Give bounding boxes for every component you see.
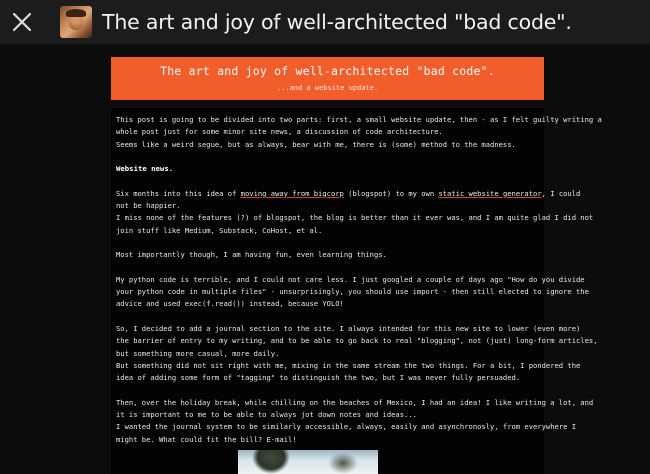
journal-paragraph: So, I decided to add a journal section to the site. I always intended for this new site to lower (even more) the barrier of entry to my writing, and to be able to go back to real "blogging", not (just) long-form articles, but something more casual, more daily. But something did not sit right with me, mixing in the same stream the two things. For a bit, I pondered the idea of adding some form of "tagging" to distinguish the two, but I was never fully persuaded. <box>116 324 598 383</box>
palm-tree-shape <box>252 450 290 474</box>
beach-photo <box>238 450 378 474</box>
static-site-generator-link[interactable]: static website generator <box>438 188 542 198</box>
fun-paragraph: Most importantly though, I am having fun, even learning things. <box>116 250 387 260</box>
close-icon <box>11 11 33 33</box>
author-avatar <box>60 6 92 38</box>
bigcorp-link[interactable]: moving away from bigcorp <box>240 188 344 198</box>
email-idea-paragraph: Then, over the holiday break, while chilling on the beaches of Mexico, I had an idea! I like writing a lot, and it is important to me to be able to always jot down notes and ideas... I wanted the journal system to be similarly accessible, always, easily and asynchronosly, from everywhere I might be. What could fit the bill? E-mail! <box>116 397 594 444</box>
intro-paragraph: This post is going to be divided into two parts: first, a small website update, then - as I felt guilty writing a whole post just for some minor site news, a discussion of code architecture. Seems like a weird segue, but as always, bear with me, there is (some) method to the madness. <box>116 115 602 149</box>
python-paragraph: My python code is terrible, and I could not care less. I just googled a couple of days ago "How do you divide your python code in multiple files" - unsurprisingly, you should use import - then still elected to ignore the advice and used exec(f.read()) instead, because YOLO! <box>116 274 589 309</box>
post-header-banner <box>111 57 544 100</box>
section-heading: Website news. <box>116 164 174 174</box>
close-button[interactable] <box>0 0 44 44</box>
post-subtitle: ...and a website update. <box>276 84 379 92</box>
window-title: The art and joy of well-architected "bad code". <box>102 10 572 34</box>
palm-tree-shape <box>328 452 358 474</box>
article-page[interactable] <box>0 44 650 474</box>
post-body <box>111 108 602 474</box>
title-bar <box>0 0 650 44</box>
website-news-paragraph: Six months into this idea of moving away from bigcorp (blogspot) to my own static website generator, I could not be happier. I miss none of the features (?) of blogspot, the blog is better than it ever was, and I am quite glad I did not join stuff like Medium, Substack, CoHost, et al. <box>116 188 594 235</box>
post-title: The art and joy of well-architected "bad code". <box>160 64 495 78</box>
